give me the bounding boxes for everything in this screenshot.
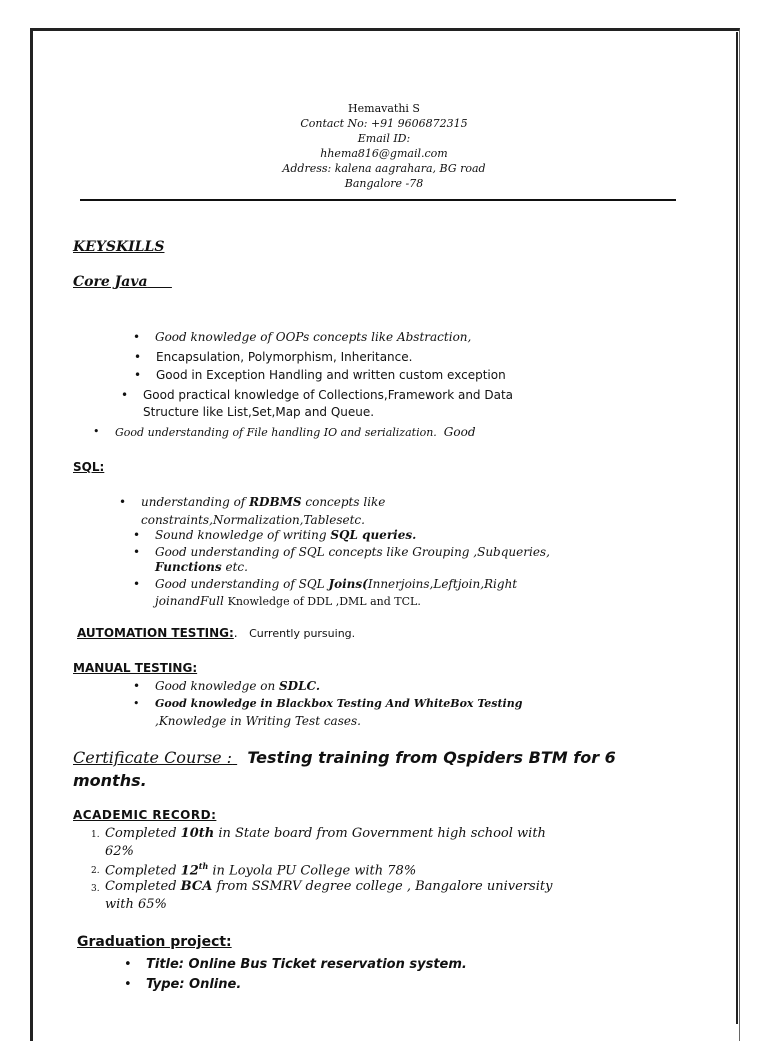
text: understanding of [141,495,250,509]
text: Completed [105,826,181,841]
certificate-text-continuation: months. [73,771,147,790]
text: BCA [180,879,213,894]
list-item: • Good in Exception Handling and written custom exception [156,368,506,382]
core-java-title: Core Java [73,274,148,290]
text: in State board from Government high school with [214,826,546,841]
list-item [155,577,517,591]
certificate-line [73,748,616,767]
text: . [233,626,238,640]
list-number: 3. [91,884,100,894]
candidate-name: Hemavathi S [348,102,420,115]
text: Completed [105,879,181,894]
keyskills-heading: KEYSKILLS [73,239,165,255]
automation-line [77,626,355,640]
text: Functions [155,560,222,574]
automation-heading: AUTOMATION TESTING: [77,626,234,640]
text: RDBMS [249,495,302,509]
email-address: hhema816@gmail.com [320,147,448,160]
certificate-label: Certificate Course : [73,748,233,767]
academic-item [105,826,546,841]
contact-number: Contact No: +91 9606872315 [300,117,468,130]
list-item-tail: Good [443,425,476,439]
list-item: • Encapsulation, Polymorphism, Inheritance. [156,350,412,364]
academic-item-continuation: with 65% [105,897,167,912]
text: Sound knowledge of writing [155,528,331,542]
text: Good understanding of SQL [155,577,329,591]
text: SQL queries. [330,528,417,542]
text: SDLC. [279,679,321,693]
contact-header [0,101,768,191]
text: from SSMRV degree college , Bangalore university [212,879,553,894]
academic-item-continuation: 62% [105,844,134,859]
list-item: • Good understanding of SQL concepts like Grouping ,Subqueries, [155,545,550,559]
text: Completed [105,863,181,879]
sql-heading: SQL: [73,460,105,474]
project-heading: Graduation project: [77,934,232,950]
text: joinandFull [155,594,228,608]
academic-heading: ACADEMIC RECORD: [73,808,217,822]
text: Knowledge of DDL ,DML and TCL. [227,595,421,608]
text: 10th [180,826,215,841]
list-item: • Good knowledge in Blackbox Testing And WhiteBox Testing [155,697,522,710]
text: Good knowledge on [155,679,280,693]
list-item: • Title: Online Bus Ticket reservation system. [146,957,467,972]
automation-status: Currently pursuing. [249,627,356,640]
city: Bangalore -78 [344,177,424,190]
manual-heading: MANUAL TESTING: [73,661,198,675]
list-item [141,495,385,509]
email-label: Email ID: [357,132,411,145]
academic-item [105,861,416,878]
list-item [115,425,476,439]
list-item: • Good practical knowledge of Collections,Framework and Data [143,388,513,402]
list-item: • Type: Online. [146,977,241,992]
academic-item [105,879,552,894]
list-item-continuation [155,560,248,574]
list-number: 2. [91,866,100,876]
text: Joins( [328,577,368,591]
list-item [155,679,320,693]
text: Innerjoins,Leftjoin,Right [367,577,518,591]
core-java-heading [73,274,172,290]
certificate-text: Testing training from Qspiders BTM for 6 [247,748,616,767]
address: Address: kalena aagrahara, BG road [282,162,486,175]
superscript: th [198,861,209,871]
list-item-continuation: constraints,Normalization,Tablesetc. [141,513,365,527]
text: in Loyola PU College with 78% [208,863,417,879]
list-item [155,528,416,542]
text: concepts like [301,495,386,509]
list-item-continuation: ,Knowledge in Writing Test cases. [155,714,361,728]
list-item: • Good knowledge of OOPs concepts like Abstraction, [155,330,471,344]
text: 12 [180,863,199,879]
list-item-text: Good understanding of File handling IO and serialization. [115,426,437,439]
list-item-continuation [155,594,421,608]
list-number: 1. [91,830,100,840]
text: etc. [221,560,248,574]
header-divider [80,199,676,201]
list-item-continuation: Structure like List,Set,Map and Queue. [143,405,375,419]
